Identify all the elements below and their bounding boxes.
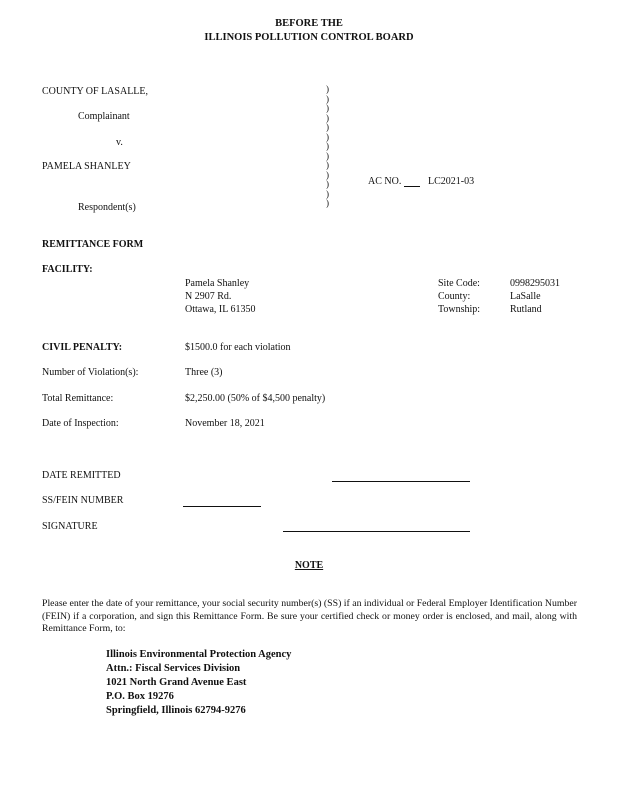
address-line-5: Springfield, Illinois 62794-9276 xyxy=(106,705,246,716)
header-line-2: ILLINOIS POLLUTION CONTROL BOARD xyxy=(204,32,414,43)
note-body: Please enter the date of your remittance, your social security number(s) (SS) if an individual or Federal Employer Identification Number (FEIN) if a corporation, and sign this Remittance Form. Be sure your certified check or money order is enclosed, and mail, along with Remittance Form, to: xyxy=(42,598,577,634)
caption-plaintiff: COUNTY OF LASALLE, xyxy=(42,86,149,97)
address-line-3: 1021 North Grand Avenue East xyxy=(106,677,247,688)
address-line-1: Illinois Environmental Protection Agency xyxy=(106,649,292,660)
total-remittance-label: Total Remittance: xyxy=(42,393,114,404)
ac-number-underline xyxy=(404,186,420,187)
caption-complainant: Complainant xyxy=(78,111,130,122)
violations-label: Number of Violation(s): xyxy=(42,367,139,378)
civil-penalty-label: CIVIL PENALTY: xyxy=(42,342,123,353)
facility-city: Ottawa, IL 61350 xyxy=(185,304,256,315)
facility-label: FACILITY: xyxy=(42,264,93,275)
township-value: Rutland xyxy=(510,304,542,315)
signature-field[interactable] xyxy=(283,531,470,532)
address-line-4: P.O. Box 19276 xyxy=(106,691,174,702)
note-title: NOTE xyxy=(294,560,324,571)
ssn-fein-field[interactable] xyxy=(183,506,261,507)
remittance-form-title: REMITTANCE FORM xyxy=(42,239,144,250)
ac-number-label: AC NO. xyxy=(368,176,402,187)
caption-defendant: PAMELA SHANLEY xyxy=(42,161,131,172)
violations-value: Three (3) xyxy=(185,367,223,378)
inspection-date-value: November 18, 2021 xyxy=(185,418,265,429)
site-code-value: 0998295031 xyxy=(510,278,560,289)
header-line-1: BEFORE THE xyxy=(275,18,343,29)
facility-street: N 2907 Rd. xyxy=(185,291,232,302)
date-remitted-field[interactable] xyxy=(332,481,470,482)
signature-label: SIGNATURE xyxy=(42,521,98,532)
total-remittance-value: $2,250.00 (50% of $4,500 penalty) xyxy=(185,393,326,404)
caption-respondent: Respondent(s) xyxy=(78,202,136,213)
facility-name: Pamela Shanley xyxy=(185,278,250,289)
county-value: LaSalle xyxy=(510,291,541,302)
caption-versus: v. xyxy=(116,137,123,148)
inspection-date-label: Date of Inspection: xyxy=(42,418,119,429)
township-label: Township: xyxy=(438,304,481,315)
site-code-label: Site Code: xyxy=(438,278,480,289)
ac-number-value: LC2021-03 xyxy=(428,176,475,187)
ssn-fein-label: SS/FEIN NUMBER xyxy=(42,495,124,506)
county-label: County: xyxy=(438,291,471,302)
caption-parentheses: ) ) ) ) ) ) ) ) ) ) ) ) ) xyxy=(326,84,329,208)
civil-penalty-value: $1500.0 for each violation xyxy=(185,342,291,353)
date-remitted-label: DATE REMITTED xyxy=(42,470,121,481)
address-line-2: Attn.: Fiscal Services Division xyxy=(106,663,241,674)
